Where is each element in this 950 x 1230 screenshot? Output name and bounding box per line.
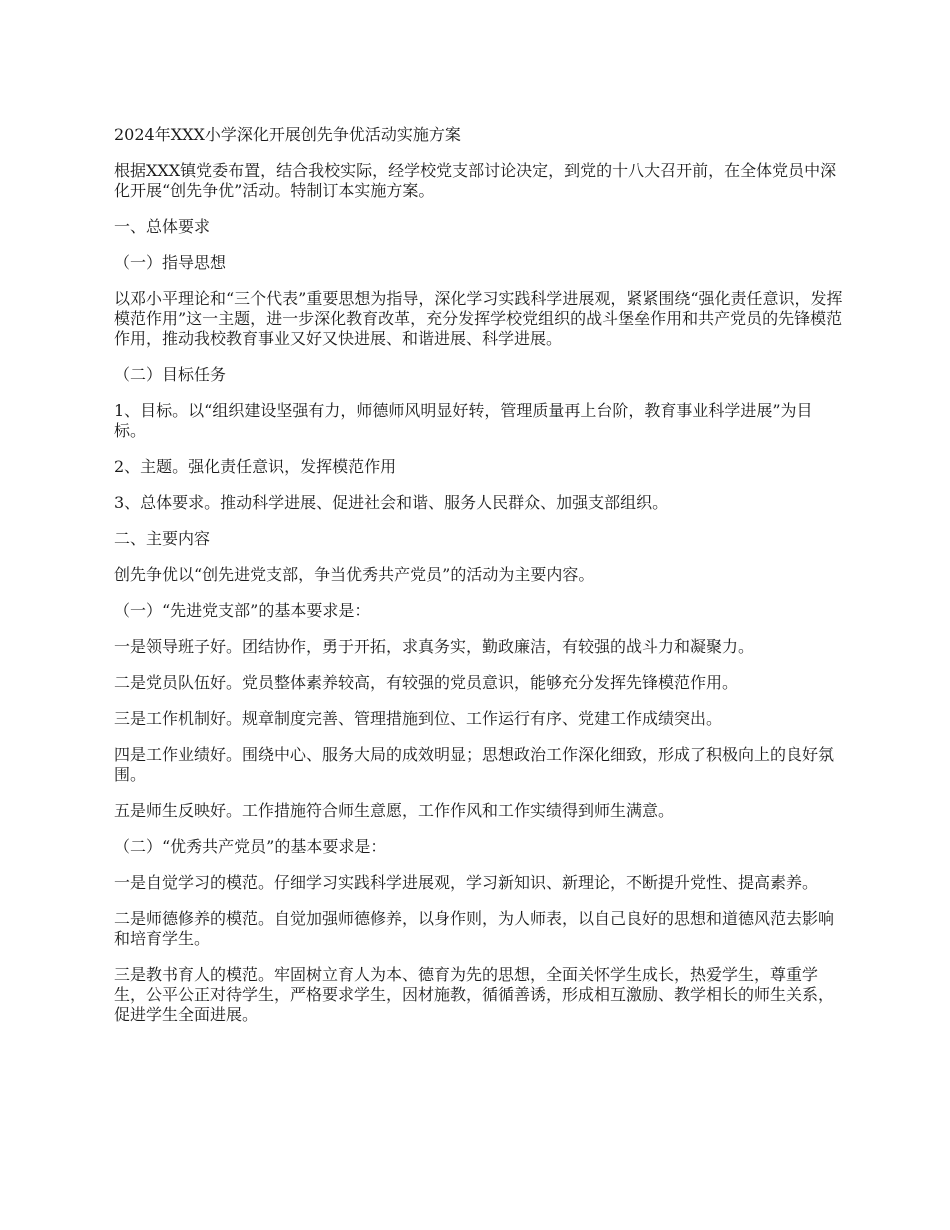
paragraph: 根据XXX镇党委布置，结合我校实际，经学校党支部讨论决定，到党的十八大召开前，在全体党员中深化开展“创先争优”活动。特制订本实施方案。 <box>114 161 837 200</box>
document-title: 2024年XXX小学深化开展创先争优活动实施方案 <box>114 125 461 144</box>
list-item: 2、主题。强化责任意识，发挥模范作用 <box>114 457 397 476</box>
section-heading: 一、总体要求 <box>114 217 211 236</box>
list-item: 一是领导班子好。团结协作，勇于开拓，求真务实，勤政廉洁，有较强的战斗力和凝聚力。 <box>114 637 755 656</box>
list-item: 五是师生反映好。工作措施符合师生意愿，工作作风和工作实绩得到师生满意。 <box>114 801 675 820</box>
section-heading: 二、主要内容 <box>114 529 211 548</box>
list-item: 一是自觉学习的模范。仔细学习实践科学进展观，学习新知识、新理论，不断提升党性、提高素养。 <box>114 873 819 892</box>
subsection-heading: （一）“先进党支部”的基本要求是： <box>114 601 371 620</box>
paragraph: 创先争优以“创先进党支部，争当优秀共产党员”的活动为主要内容。 <box>114 565 595 584</box>
list-item: 3、总体要求。推动科学进展、促进社会和谐、服务人民群众、加强支部组织。 <box>114 493 669 512</box>
list-item: 二是师德修养的模范。自觉加强师德修养，以身作则，为人师表，以自己良好的思想和道德风范去影响和培育学生。 <box>114 909 835 948</box>
list-item: 二是党员队伍好。党员整体素养较高，有较强的党员意识，能够充分发挥先锋模范作用。 <box>114 673 739 692</box>
document-page <box>114 125 844 1041</box>
subsection-heading: （二）目标任务 <box>114 365 227 384</box>
list-item: 四是工作业绩好。围绕中心、服务大局的成效明显；思想政治工作深化细致，形成了积极向上的良好氛围。 <box>114 745 835 784</box>
list-item: 三是教书育人的模范。牢固树立育人为本、德育为先的思想，全面关怀学生成长，热爱学生，尊重学生，公平公正对待学生，严格要求学生，因材施教，循循善诱，形成相互激励、教学相长的师生关系，促进学生全面进展。 <box>114 965 835 1024</box>
paragraph: 以邓小平理论和“三个代表”重要思想为指导，深化学习实践科学进展观，紧紧围绕“强化责任意识，发挥模范作用”这一主题，进一步深化教育改革，充分发挥学校党组织的战斗堡垒作用和共产党员的先锋模范作用，推动我校教育事业又好又快进展、和谐进展、科学进展。 <box>114 289 843 348</box>
list-item: 1、目标。以“组织建设坚强有力，师德师风明显好转，管理质量再上台阶，教育事业科学进展”为目标。 <box>114 401 813 440</box>
subsection-heading: （二）“优秀共产党员”的基本要求是： <box>114 837 387 856</box>
list-item: 三是工作机制好。规章制度完善、管理措施到位、工作运行有序、党建工作成绩突出。 <box>114 709 723 728</box>
subsection-heading: （一）指导思想 <box>114 253 227 272</box>
